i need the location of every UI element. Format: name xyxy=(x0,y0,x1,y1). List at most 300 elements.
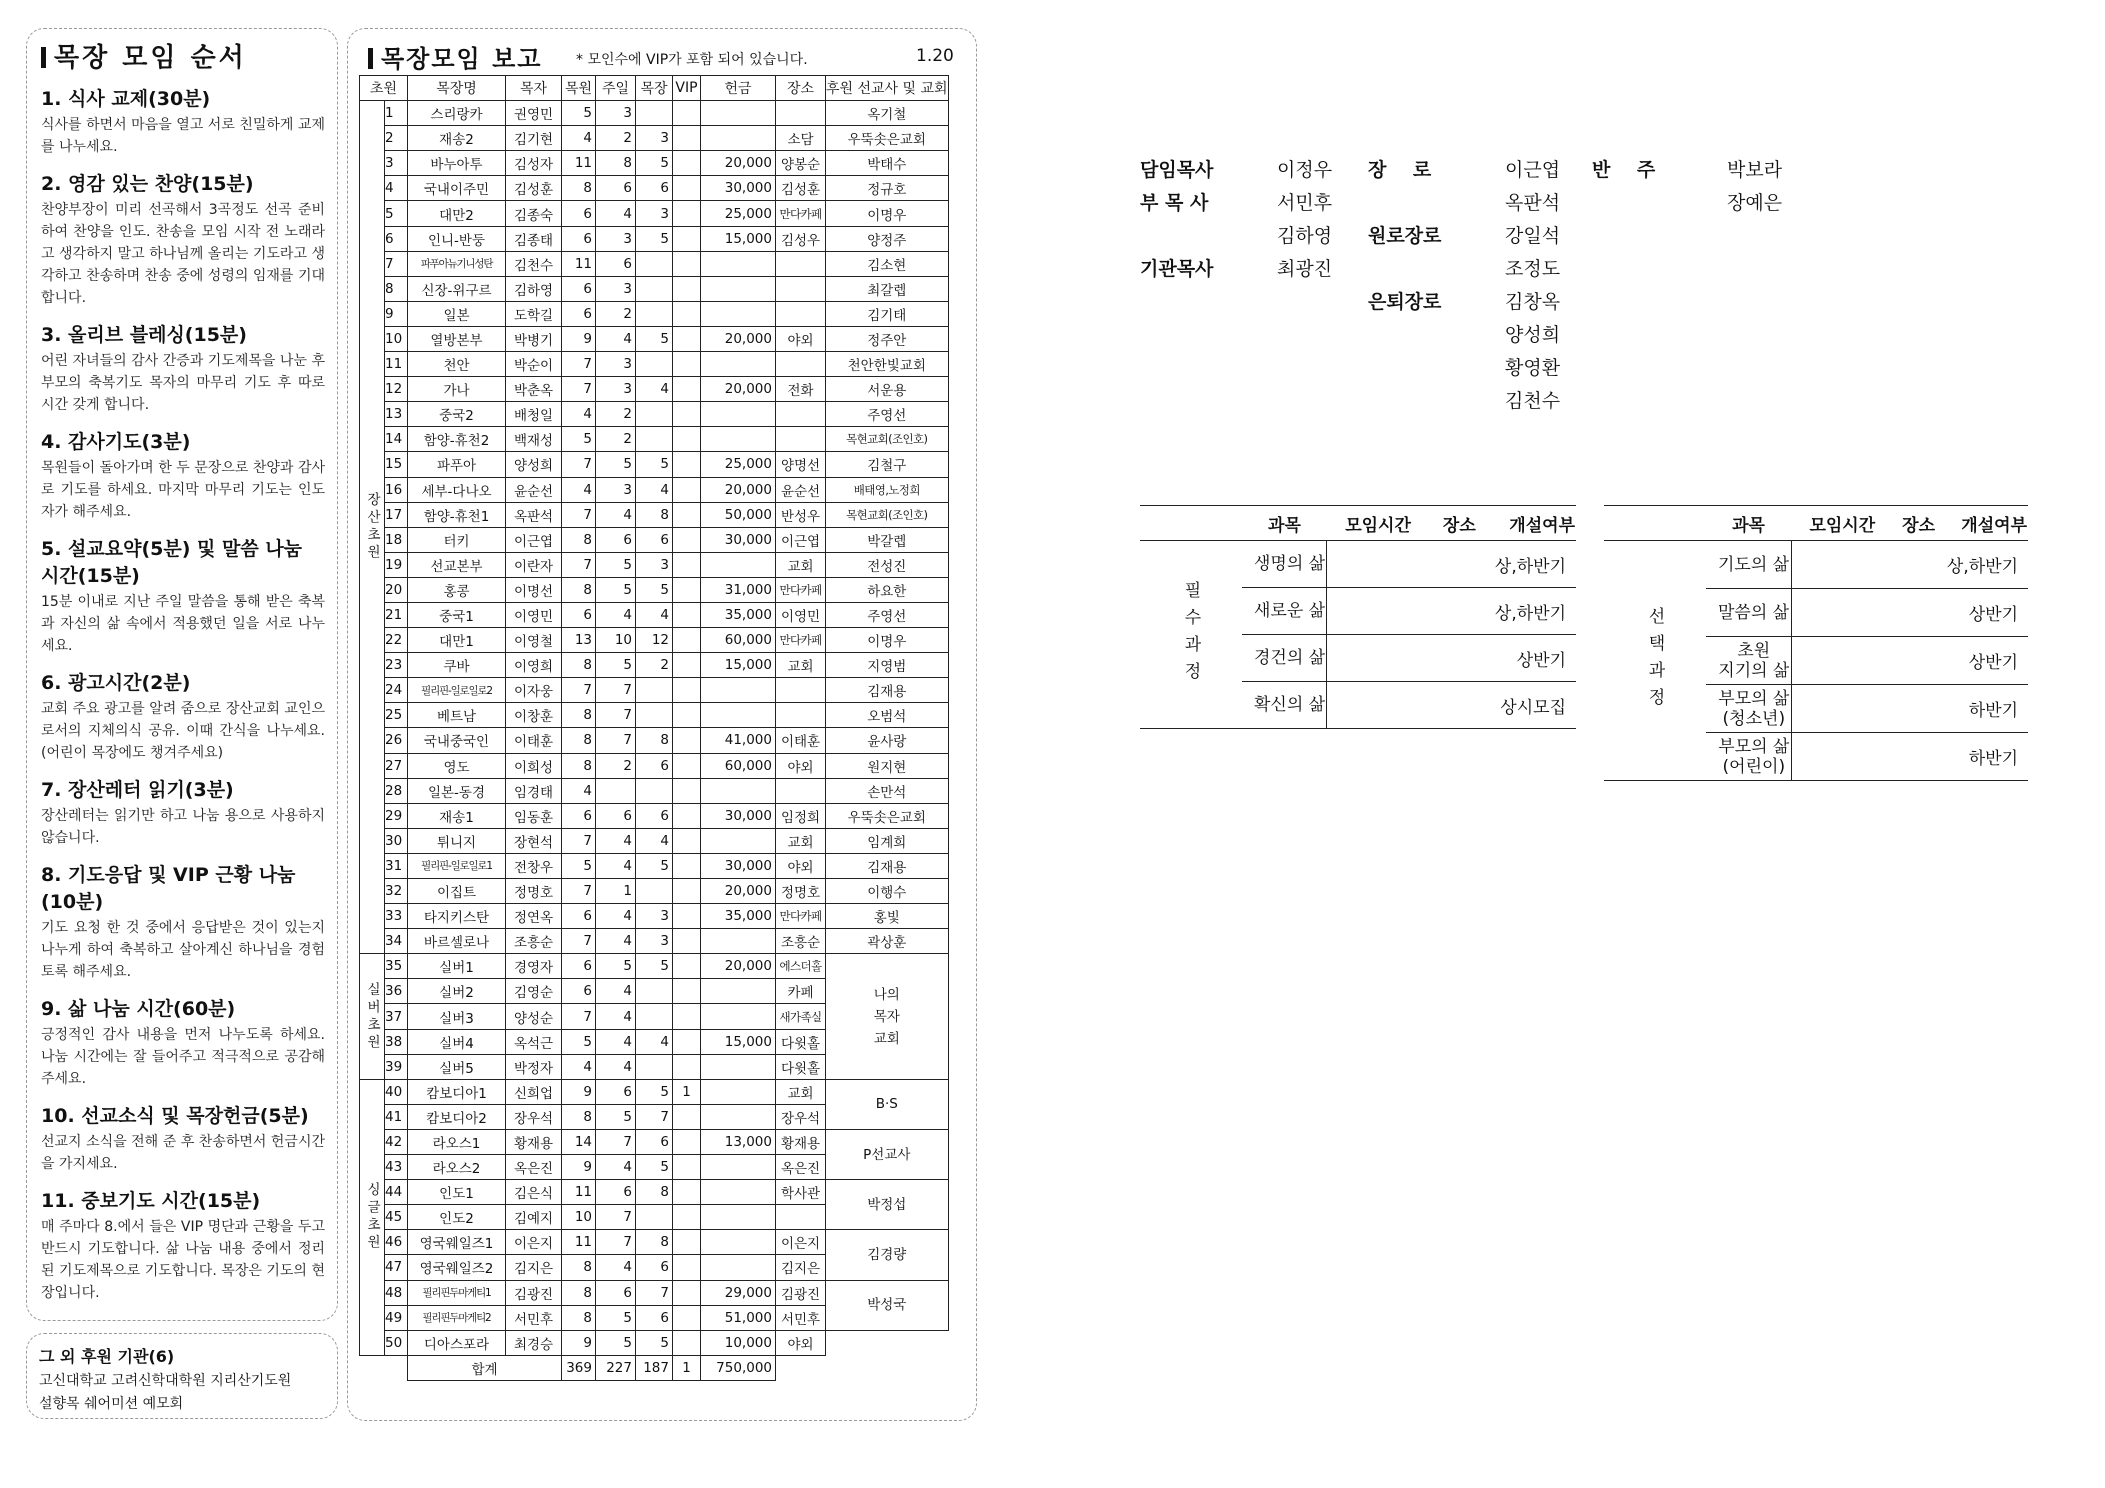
order-step xyxy=(41,1186,325,1304)
sunday: 5 xyxy=(596,552,636,577)
leader: 서민후 xyxy=(506,1305,562,1330)
offering xyxy=(701,101,776,126)
total-label: 합계 xyxy=(408,1355,562,1380)
support: 주영선 xyxy=(826,602,949,627)
cell-attend xyxy=(636,251,673,276)
cell-attend: 5 xyxy=(636,853,673,878)
step-description: 찬양부장이 미리 선곡해서 3곡정도 선곡 준비하여 찬양을 인도. 찬송을 모임 시작 전 노래라고 생각하지 말고 하나님께 올리는 기도라고 생각하고 찬송하며 찬송 중에 성령의 임재를 기대합니다. xyxy=(41,202,325,306)
retired-elder-3: 황영환 xyxy=(1505,357,1561,379)
sunday: 5 xyxy=(596,577,636,602)
table-row xyxy=(360,101,949,126)
leader: 옥은진 xyxy=(506,1155,562,1180)
cell-attend: 4 xyxy=(636,477,673,502)
place: 다윗홀 xyxy=(776,1029,826,1054)
cell-attend: 3 xyxy=(636,929,673,954)
retired-elder-1: 김창옥 xyxy=(1505,291,1561,313)
vip xyxy=(673,728,701,753)
row-number: 45 xyxy=(385,1205,408,1230)
table-row xyxy=(360,929,949,954)
support: 지영범 xyxy=(826,653,949,678)
offering: 20,000 xyxy=(701,954,776,979)
support: 박태수 xyxy=(826,151,949,176)
offering: 25,000 xyxy=(701,452,776,477)
members: 14 xyxy=(562,1129,596,1154)
leader: 박순이 xyxy=(506,352,562,377)
table-row xyxy=(360,602,949,627)
leader: 정명호 xyxy=(506,879,562,904)
offering: 50,000 xyxy=(701,502,776,527)
offering: 31,000 xyxy=(701,577,776,602)
cell-attend: 5 xyxy=(636,577,673,602)
vip xyxy=(673,703,701,728)
members: 4 xyxy=(562,477,596,502)
table-row xyxy=(360,402,949,427)
step-title: 5. 설교요약(5분) 및 말씀 나눔 시간(15분) xyxy=(41,538,303,587)
table-row xyxy=(360,151,949,176)
table-row xyxy=(360,728,949,753)
leader: 김예지 xyxy=(506,1205,562,1230)
vip xyxy=(673,828,701,853)
total-members: 369 xyxy=(562,1355,596,1380)
course-time xyxy=(1327,541,1429,588)
step-description: 장산레터는 읽기만 하고 나눔 용으로 사용하지 않습니다. xyxy=(41,808,325,846)
sunday: 4 xyxy=(596,326,636,351)
place xyxy=(776,427,826,452)
role-accompanist: 반 주 xyxy=(1592,159,1656,181)
optional-course-header xyxy=(1604,506,2028,541)
course-category: 필수과정 xyxy=(1140,541,1242,729)
members: 4 xyxy=(562,778,596,803)
course-name: 초원 지기의 삶 xyxy=(1706,637,1791,685)
order-steps xyxy=(41,84,325,1304)
offering xyxy=(701,126,776,151)
step-title: 9. 삶 나눔 시간(60분) xyxy=(41,998,236,1020)
table-row xyxy=(360,352,949,377)
role-associate-pastor: 부 목 사 xyxy=(1140,192,1209,214)
place: 학사관 xyxy=(776,1180,826,1205)
table-row xyxy=(360,176,949,201)
order-step xyxy=(41,775,325,849)
course-open: 상반기 xyxy=(1944,637,2028,685)
vip xyxy=(673,276,701,301)
members: 7 xyxy=(562,678,596,703)
offering: 10,000 xyxy=(701,1330,776,1355)
vip xyxy=(673,954,701,979)
order-title xyxy=(41,37,325,74)
members: 8 xyxy=(562,653,596,678)
leader: 윤순선 xyxy=(506,477,562,502)
members: 6 xyxy=(562,979,596,1004)
support: 박갈렙 xyxy=(826,527,949,552)
members: 7 xyxy=(562,377,596,402)
leader: 도학길 xyxy=(506,301,562,326)
vip xyxy=(673,979,701,1004)
cell-name: 중국2 xyxy=(408,402,506,427)
cell-name: 국내중국인 xyxy=(408,728,506,753)
course-place xyxy=(1429,682,1490,729)
cell-attend xyxy=(636,427,673,452)
leader: 이태훈 xyxy=(506,728,562,753)
leader: 옥석근 xyxy=(506,1029,562,1054)
support: 곽상훈 xyxy=(826,929,949,954)
members: 6 xyxy=(562,226,596,251)
role-retired-elder: 은퇴장로 xyxy=(1368,291,1442,313)
row-number: 48 xyxy=(385,1280,408,1305)
row-number: 47 xyxy=(385,1255,408,1280)
offering: 15,000 xyxy=(701,226,776,251)
row-number: 38 xyxy=(385,1029,408,1054)
report-date: 1.20 xyxy=(916,46,954,66)
offering xyxy=(701,402,776,427)
course-category: 선택과정 xyxy=(1604,541,1706,781)
associate-pastor-name-2: 김하영 xyxy=(1277,225,1333,247)
course-place xyxy=(1893,541,1943,589)
leader: 장우석 xyxy=(506,1104,562,1129)
support: 최갈렙 xyxy=(826,276,949,301)
cell-name: 함양-휴천2 xyxy=(408,427,506,452)
cell-attend xyxy=(636,678,673,703)
members: 8 xyxy=(562,728,596,753)
step-description: 매 주마다 8.에서 들은 VIP 명단과 근황을 두고 반드시 기도합니다. 삶 나눔 내용 중에서 정리된 기도제목으로 기도합니다. 목장은 기도의 현장입니다. xyxy=(41,1219,325,1301)
table-row xyxy=(360,879,949,904)
members: 7 xyxy=(562,552,596,577)
table-row xyxy=(360,828,949,853)
cell-name: 실버1 xyxy=(408,954,506,979)
course-column-header: 모임시간 xyxy=(1791,506,1893,541)
place: 새가족실 xyxy=(776,1004,826,1029)
offering: 60,000 xyxy=(701,753,776,778)
cell-attend: 8 xyxy=(636,502,673,527)
cell-attend: 4 xyxy=(636,1029,673,1054)
row-number: 12 xyxy=(385,377,408,402)
leader: 최경승 xyxy=(506,1330,562,1355)
place: 장우석 xyxy=(776,1104,826,1129)
role-institution-pastor: 기관목사 xyxy=(1140,258,1214,280)
offering: 20,000 xyxy=(701,477,776,502)
course-open: 하반기 xyxy=(1944,733,2028,781)
cell-attend: 12 xyxy=(636,628,673,653)
step-title: 3. 올리브 블레싱(15분) xyxy=(41,324,247,346)
place: 만다카페 xyxy=(776,577,826,602)
support: 김기태 xyxy=(826,301,949,326)
cell-name: 대만1 xyxy=(408,628,506,653)
offering xyxy=(701,352,776,377)
vip xyxy=(673,427,701,452)
members: 7 xyxy=(562,828,596,853)
cell-attend xyxy=(636,778,673,803)
members: 9 xyxy=(562,326,596,351)
cell-attend: 8 xyxy=(636,1180,673,1205)
sunday: 4 xyxy=(596,1004,636,1029)
sunday: 7 xyxy=(596,678,636,703)
cell-attend: 5 xyxy=(636,1155,673,1180)
title-bar-icon xyxy=(368,48,373,69)
row-number: 24 xyxy=(385,678,408,703)
vip xyxy=(673,904,701,929)
vip xyxy=(673,1004,701,1029)
role-elder: 장 로 xyxy=(1368,159,1432,181)
sunday: 7 xyxy=(596,1230,636,1255)
course-row xyxy=(1140,541,1576,588)
table-row xyxy=(360,703,949,728)
table-row xyxy=(360,477,949,502)
leader: 전창우 xyxy=(506,853,562,878)
leader: 황재용 xyxy=(506,1129,562,1154)
sunday: 5 xyxy=(596,954,636,979)
table-row xyxy=(360,377,949,402)
required-course-header xyxy=(1140,506,1576,541)
leader: 이은지 xyxy=(506,1230,562,1255)
total-blank xyxy=(776,1355,949,1380)
cell-name: 실버2 xyxy=(408,979,506,1004)
row-number: 35 xyxy=(385,954,408,979)
members: 7 xyxy=(562,929,596,954)
offering: 20,000 xyxy=(701,326,776,351)
cell-attend xyxy=(636,101,673,126)
members: 7 xyxy=(562,502,596,527)
table-row xyxy=(360,276,949,301)
course-name: 생명의 삶 xyxy=(1242,541,1327,588)
vip xyxy=(673,101,701,126)
step-description: 15분 이내로 지난 주일 말씀을 통해 받은 축복과 자신의 삶 속에서 적용했던 일을 서로 나누세요. xyxy=(41,594,325,654)
vip xyxy=(673,1330,701,1355)
row-number: 31 xyxy=(385,853,408,878)
leader: 신희업 xyxy=(506,1079,562,1104)
step-description: 기도 요청 한 것 중에서 응답받은 것이 있는지 나누게 하여 축복하고 살아계신 하나님을 경험토록 해주세요. xyxy=(41,920,325,980)
table-row xyxy=(360,1280,949,1305)
row-number: 20 xyxy=(385,577,408,602)
sunday: 4 xyxy=(596,1255,636,1280)
support: 손만석 xyxy=(826,778,949,803)
row-number: 43 xyxy=(385,1155,408,1180)
leader: 권영민 xyxy=(506,101,562,126)
vip xyxy=(673,1255,701,1280)
leader: 박정자 xyxy=(506,1054,562,1079)
cell-attend: 6 xyxy=(636,1129,673,1154)
place: 교회 xyxy=(776,552,826,577)
row-number: 22 xyxy=(385,628,408,653)
offering: 30,000 xyxy=(701,176,776,201)
institution-pastor-name: 최광진 xyxy=(1277,258,1333,280)
cell-name: 국내이주민 xyxy=(408,176,506,201)
offering xyxy=(701,678,776,703)
row-number: 34 xyxy=(385,929,408,954)
course-open: 상,하반기 xyxy=(1490,588,1576,635)
sunday xyxy=(596,778,636,803)
table-row xyxy=(360,954,949,979)
cell-attend: 5 xyxy=(636,226,673,251)
cell-name: 파푸아 xyxy=(408,452,506,477)
course-name: 경건의 삶 xyxy=(1242,635,1327,682)
members: 5 xyxy=(562,427,596,452)
course-open: 상시모집 xyxy=(1490,682,1576,729)
cell-attend: 5 xyxy=(636,452,673,477)
cell-attend: 6 xyxy=(636,176,673,201)
sunday: 6 xyxy=(596,1280,636,1305)
course-place xyxy=(1429,588,1490,635)
place: 교회 xyxy=(776,828,826,853)
row-number: 16 xyxy=(385,477,408,502)
place xyxy=(776,703,826,728)
required-course-table xyxy=(1140,505,1576,729)
members: 11 xyxy=(562,1230,596,1255)
course-place xyxy=(1893,733,1943,781)
total-vip: 1 xyxy=(673,1355,701,1380)
members: 8 xyxy=(562,1255,596,1280)
leader: 이영철 xyxy=(506,628,562,653)
sunday: 6 xyxy=(596,527,636,552)
offering xyxy=(701,251,776,276)
members: 9 xyxy=(562,1330,596,1355)
vip xyxy=(673,1180,701,1205)
table-row xyxy=(360,653,949,678)
row-number: 9 xyxy=(385,301,408,326)
step-description: 목원들이 돌아가며 한 두 문장으로 찬양과 감사로 기도를 하세요. 마지막 마무리 기도는 인도자가 해주세요. xyxy=(41,460,325,520)
offering: 35,000 xyxy=(701,602,776,627)
place xyxy=(776,301,826,326)
sunday: 4 xyxy=(596,979,636,1004)
sunday: 6 xyxy=(596,176,636,201)
cell-name: 필리핀두마게티2 xyxy=(408,1305,506,1330)
cell-name: 천안 xyxy=(408,352,506,377)
support: 이행수 xyxy=(826,879,949,904)
support: 양정주 xyxy=(826,226,949,251)
column-header: 헌금 xyxy=(701,76,776,101)
support: 원지현 xyxy=(826,753,949,778)
sunday: 4 xyxy=(596,828,636,853)
cell-name: 디아스포라 xyxy=(408,1330,506,1355)
course-time xyxy=(1327,682,1429,729)
category-header xyxy=(1604,506,1706,541)
cell-name: 영도 xyxy=(408,753,506,778)
cell-attend: 3 xyxy=(636,201,673,226)
support-line-1: 고신대학교 고려신학대학원 지리산기도원 xyxy=(39,1373,292,1389)
row-number: 42 xyxy=(385,1129,408,1154)
step-title: 8. 기도응답 및 VIP 근황 나눔(10분) xyxy=(41,864,296,913)
column-header: 주일 xyxy=(596,76,636,101)
vip xyxy=(673,301,701,326)
step-title: 10. 선교소식 및 목장헌금(5분) xyxy=(41,1105,309,1127)
leader: 김영순 xyxy=(506,979,562,1004)
total-row xyxy=(360,1355,949,1380)
vip xyxy=(673,352,701,377)
place: 서민후 xyxy=(776,1305,826,1330)
table-row xyxy=(360,1079,949,1104)
accompanist-2: 장예은 xyxy=(1727,192,1783,214)
group-cell: 싱글초원 xyxy=(360,1079,385,1355)
vip xyxy=(673,176,701,201)
course-open: 하반기 xyxy=(1944,685,2028,733)
cell-name: 캄보디아2 xyxy=(408,1104,506,1129)
support: 김재용 xyxy=(826,678,949,703)
table-row xyxy=(360,527,949,552)
support: 정주안 xyxy=(826,326,949,351)
vip xyxy=(673,527,701,552)
offering xyxy=(701,778,776,803)
course-column-header: 과목 xyxy=(1242,506,1327,541)
sunday: 7 xyxy=(596,703,636,728)
members: 8 xyxy=(562,176,596,201)
table-row xyxy=(360,452,949,477)
vip xyxy=(673,602,701,627)
support: 목현교회(조인호) xyxy=(826,427,949,452)
offering: 15,000 xyxy=(701,1029,776,1054)
cell-name: 인니-반둥 xyxy=(408,226,506,251)
table-row xyxy=(360,552,949,577)
cell-attend: 3 xyxy=(636,552,673,577)
total-cell: 187 xyxy=(636,1355,673,1380)
table-row xyxy=(360,226,949,251)
leader: 김성훈 xyxy=(506,176,562,201)
offering: 60,000 xyxy=(701,628,776,653)
leader: 박춘옥 xyxy=(506,377,562,402)
course-place xyxy=(1429,635,1490,682)
support: 우뚝솟은교회 xyxy=(826,803,949,828)
place: 김성훈 xyxy=(776,176,826,201)
table-row xyxy=(360,1230,949,1255)
leader: 장현석 xyxy=(506,828,562,853)
sunday: 4 xyxy=(596,929,636,954)
cell-attend: 6 xyxy=(636,1255,673,1280)
cell-attend xyxy=(636,276,673,301)
column-header: 후원 선교사 및 교회 xyxy=(826,76,949,101)
table-row xyxy=(360,126,949,151)
step-description: 식사를 하면서 마음을 열고 서로 친밀하게 교제를 나누세요. xyxy=(41,117,325,155)
offering xyxy=(701,427,776,452)
members: 7 xyxy=(562,879,596,904)
table-row xyxy=(360,1180,949,1205)
meeting-order-panel xyxy=(26,28,338,1321)
sunday: 3 xyxy=(596,477,636,502)
row-number: 49 xyxy=(385,1305,408,1330)
table-row xyxy=(360,577,949,602)
table-row xyxy=(360,1330,949,1355)
offering xyxy=(701,1004,776,1029)
cell-name: 선교본부 xyxy=(408,552,506,577)
elder-emeritus-1: 강일석 xyxy=(1505,225,1561,247)
report-title xyxy=(368,39,542,74)
cell-attend xyxy=(636,879,673,904)
table-row xyxy=(360,678,949,703)
cell-name: 중국1 xyxy=(408,602,506,627)
sunday: 2 xyxy=(596,427,636,452)
table-row xyxy=(360,753,949,778)
sunday: 2 xyxy=(596,402,636,427)
vip xyxy=(673,377,701,402)
place: 김성우 xyxy=(776,226,826,251)
cell-name: 바르셀로나 xyxy=(408,929,506,954)
cell-attend: 7 xyxy=(636,1280,673,1305)
order-step xyxy=(41,994,325,1090)
members: 5 xyxy=(562,853,596,878)
place: 야외 xyxy=(776,853,826,878)
order-step xyxy=(41,534,325,657)
row-number: 32 xyxy=(385,879,408,904)
row-number: 6 xyxy=(385,226,408,251)
table-row xyxy=(360,778,949,803)
group-cell: 장산초원 xyxy=(360,101,385,954)
cell-attend: 7 xyxy=(636,1104,673,1129)
vip xyxy=(673,653,701,678)
members: 10 xyxy=(562,1205,596,1230)
place: 야외 xyxy=(776,326,826,351)
course-column-header: 과목 xyxy=(1706,506,1791,541)
cell-attend xyxy=(636,402,673,427)
course-name: 부모의 삶 (청소년) xyxy=(1706,685,1791,733)
offering: 20,000 xyxy=(701,151,776,176)
retired-elder-2: 양성희 xyxy=(1505,324,1561,346)
members: 4 xyxy=(562,1054,596,1079)
